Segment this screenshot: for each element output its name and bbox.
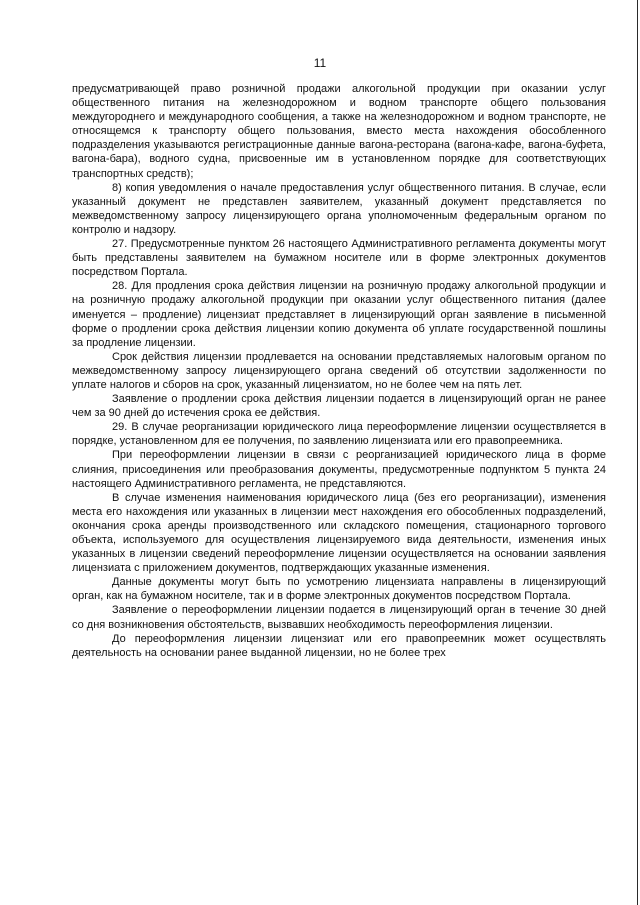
paragraph: При переоформлении лицензии в связи с реорганизацией юридического лица в форме слияния, присоединения или преобразования документы, предусмотренные подпунктом 5 пункта 24 настоящего Административного регламента, не представляются. — [72, 449, 606, 490]
paragraph: предусматривающей право розничной продажи алкогольной продукции при оказании услуг общественного питания на железнодорожном и водном транспорте общего пользования междугороднего и международного сообщения, а также на железнодорожном и водном транспорте, не относящемся к транспорту общего пользования, вместо места нахождения обособленного подразделения указываются регистрационные данные вагона-ресторана (вагона-кафе, вагона-буфета, вагона-бара), водного судна, присвоенные им в установленном порядке для соответствующих транспортных средств); — [72, 83, 606, 180]
paragraph: 28. Для продления срока действия лицензии на розничную продажу алкогольной продукции и на розничную продажу алкогольной продукции при оказании услуг общественного питания (далее именуется – продление) лицензиат представляет в лицензирующий орган заявление в письменной форме о продлении срока действия лицензии копию документа об уплате государственной пошлины за продление лицензии. — [72, 280, 606, 349]
paragraph: Данные документы могут быть по усмотрению лицензиата направлены в лицензирующий орган, как на бумажном носителе, так и в форме электронных документов посредством Портала. — [72, 576, 606, 603]
paragraph: Заявление о переоформлении лицензии подается в лицензирующий орган в течение 30 дней со дня возникновения обстоятельств, вызвавших необходимость переоформления лицензии. — [72, 604, 606, 631]
paragraph: До переоформления лицензии лицензиат или его правопреемник может осуществлять деятельность на основании ранее выданной лицензии, но не более трех — [72, 632, 606, 659]
paragraph: Заявление о продлении срока действия лицензии подается в лицензирующий орган не ранее чем за 90 дней до истечения срока ее действия. — [72, 393, 606, 420]
paragraph: Срок действия лицензии продлевается на основании представляемых налоговым органом по межведомственному запросу лицензирующего органа сведений об отсутствии задолженности по уплате налогов и сборов на срок, указанный лицензиатом, но не более чем на пять лет. — [72, 350, 606, 391]
paragraph: 29. В случае реорганизации юридического лица переоформление лицензии осуществляется в порядке, установленном для ее получения, по заявлению лицензиата или его правопреемника. — [72, 421, 606, 448]
paragraph: 8) копия уведомления о начале предоставления услуг общественного питания. В случае, если указанный документ не представлен заявителем, указанный документ представляется по межведомственному запросу лицензирующего органа уполномоченным федеральным органом по контролю и надзору. — [72, 181, 606, 236]
paragraph: 27. Предусмотренные пунктом 26 настоящего Административного регламента документы могут быть представлены заявителем на бумажном носителе или в форме электронных документов посредством Портала. — [72, 238, 606, 279]
page-number: 11 — [313, 56, 327, 70]
paragraph: В случае изменения наименования юридического лица (без его реорганизации), изменения места его нахождения или указанных в лицензии мест нахождения его обособленных подразделений, окончания срока аренды производственного или складского помещения, стационарного торгового объекта, используемого для осуществления лицензируемого вида деятельности, изменения иных указанных в лицензии сведений переоформление лицензии осуществляется на основании заявления лицензиата с приложением документов, подтверждающих указанные изменения. — [72, 491, 606, 575]
scan-edge-divider — [637, 0, 638, 905]
body-text — [72, 82, 606, 660]
